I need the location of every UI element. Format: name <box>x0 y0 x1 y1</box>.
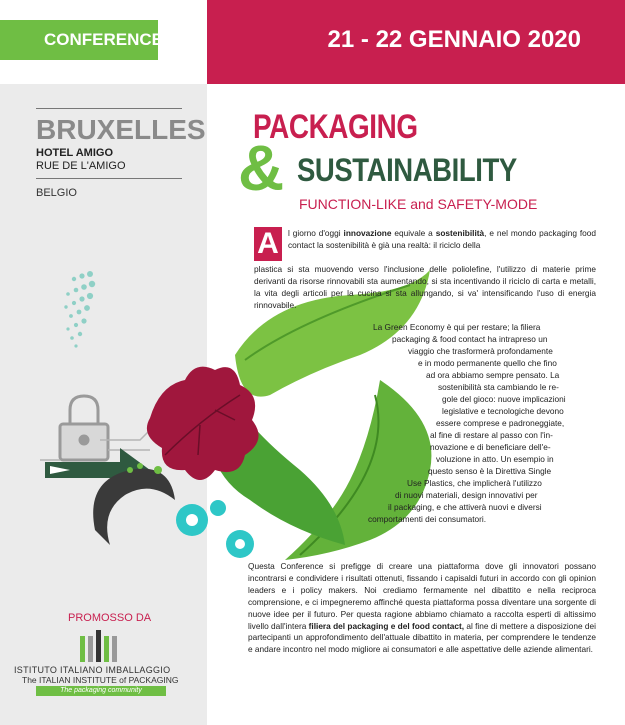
paragraph-line: voluzione in atto. Un esempio in <box>436 454 554 464</box>
paragraph-line: gole del gioco: nuove implicazioni <box>442 394 566 404</box>
paragraph-line: essere comprese e padroneggiate, <box>436 418 565 428</box>
intro-paragraph-continued: plastica si sta muovendo verso l'inclusione delle poliolefine, l'utilizzo di materie prime derivanti da risorse rinnovabili sta aumentando, si sta incentivando il riciclo di carta e metalli, la vita degli articoli per la cucina si sta allungando, si va' intensificando l'uso di energia rinnovabile. <box>254 264 596 310</box>
drop-cap: A <box>254 227 282 261</box>
paragraph-line: il packaging, e che attiverà nuovi e diversi <box>388 502 542 512</box>
promoted-by-label: PROMOSSO DA <box>68 612 152 624</box>
paragraph-line: packaging & food contact ha intrapreso un <box>392 334 548 344</box>
padlock-icon <box>60 396 108 460</box>
paragraph-line: viaggio che trasformerà profondamente <box>408 346 553 356</box>
event-date: 21 - 22 GENNAIO 2020 <box>207 0 625 84</box>
institute-name-en: The ITALIAN INSTITUTE of PACKAGING <box>22 675 179 685</box>
conference-paragraph: Questa Conference si prefigge di creare una piattaforma dove gli innovatori possano incontrarsi e condividere i risultati ottenuti, fissando i capisaldi futuri in accordo con gli opinion leaders e i policy makers. Noi crediamo fermamente nel dibattito e nella reciproca comprensione, e ci impegneremo affinché questa piattaforma possa diventare una sorgente di nuove idee per il futuro. Per questa ragione abbiamo chiamato a raccolta esperti di altissimo livello dall'intera filiera del packaging e del food contact, al fine di mettere a disposizione dei partecipanti un approfondimento dell'attuale dibattito in materia, per comprendere le tendenze e andare incontro nel modo migliore ai consumatori e alle aspettative delle aziende alimentari. <box>248 561 596 655</box>
paragraph-line: comportamenti dei consumatori. <box>368 514 487 524</box>
paragraph-line: questo senso è la Direttiva Single <box>428 466 552 476</box>
paragraph-line: sostenibilità sta cambiando le re- <box>438 382 559 392</box>
paragraph-line: al fine di restare al passo con l'in- <box>430 430 553 440</box>
paragraph-line: di nuovi materiali, design innovativi per <box>395 490 538 500</box>
intro-paragraph: l giorno d'oggi innovazione equivale a sostenibilità, e nel mondo packaging food contact la sostenibilità è già una realtà: il riciclo della <box>288 228 596 250</box>
institute-name-it: ISTITUTO ITALIANO IMBALLAGGIO <box>14 665 171 675</box>
institute-logo <box>80 630 124 664</box>
venue-city: BRUXELLES <box>36 114 206 145</box>
paragraph-line: Use Plastics, che implicherà l'utilizzo <box>407 478 542 488</box>
conference-label: CONFERENCE <box>0 20 158 60</box>
paragraph-line: legislative e tecnologiche devono <box>442 406 564 416</box>
title-sustainability: SUSTAINABILITY <box>297 152 517 188</box>
venue-hotel: HOTEL AMIGO <box>36 147 113 159</box>
title-ampersand: & <box>238 132 285 204</box>
title-subtitle: FUNCTION-LIKE and SAFETY-MODE <box>299 196 538 212</box>
red-leaf-graphic <box>147 367 259 480</box>
title-packaging: PACKAGING <box>253 108 418 146</box>
paragraph-line: La Green Economy è qui per restare; la filiera <box>373 322 541 332</box>
venue-street: RUE DE L'AMIGO <box>36 160 126 172</box>
paragraph-line: e in modo permanente quello che fino <box>418 358 557 368</box>
gear-icon <box>176 500 254 558</box>
paragraph-line: ad ora abbiamo sempre pensato. La <box>426 370 560 380</box>
paragraph-line: novazione e di beneficiare dell'e- <box>430 442 551 452</box>
swirl-graphic <box>93 469 175 545</box>
institute-tagline: The packaging community <box>36 686 166 696</box>
venue-country: BELGIO <box>36 187 77 199</box>
leaf-graphic <box>285 380 431 560</box>
